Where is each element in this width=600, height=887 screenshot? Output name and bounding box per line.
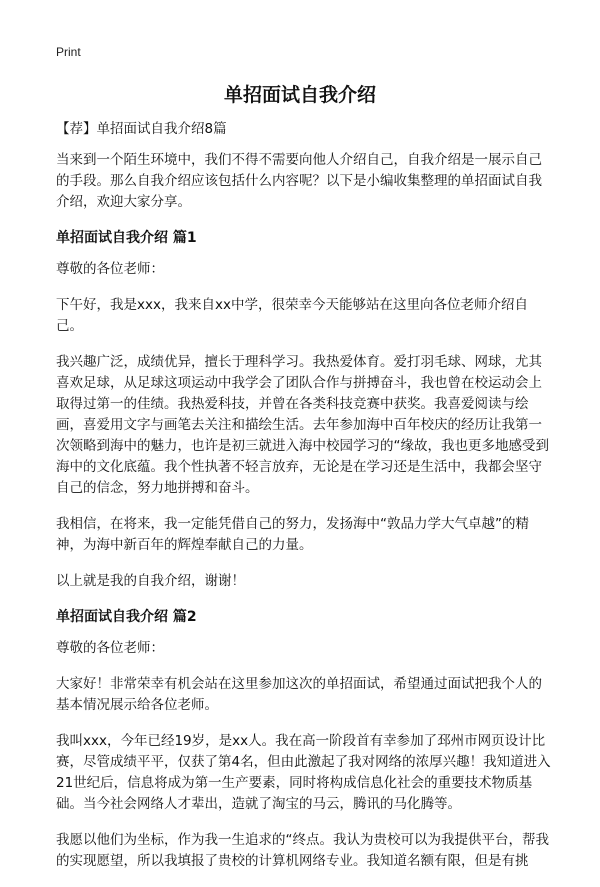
closing-paragraph: 以上就是我的自我介绍，谢谢！ <box>56 573 245 589</box>
section-heading: 单招面试自我介绍 篇1 <box>56 230 197 246</box>
document-title: 单招面试自我介绍 <box>223 84 376 106</box>
salutation: 尊敬的各位老师： <box>56 261 164 277</box>
section-heading: 单招面试自我介绍 篇2 <box>56 609 197 625</box>
document-body <box>56 119 554 887</box>
body-paragraph: 我叫xxx，今年已经19岁，是xx人。我在高一阶段首有幸参加了邳州市网页设计比赛，尽管成绩平平，仅获了第4名，但由此激起了我对网络的浓厚兴趣！我知道进入21世纪后，信息将成为第一生产要素，同时将构成信息化社会的重要技术物质基础。当今社会网络人才辈出，造就了淘宝的马云，腾讯的马化腾等。 <box>56 733 551 812</box>
print-link[interactable]: Print <box>56 45 81 59</box>
recommend-line: 【荐】单招面试自我介绍8篇 <box>56 121 227 137</box>
salutation: 尊敬的各位老师： <box>56 640 164 656</box>
intro-paragraph: 当来到一个陌生环境中，我们不得不需要向他人介绍自己，自我介绍是一展示自己的手段。那么自我介绍应该包括什么内容呢？以下是小编收集整理的单招面试自我介绍，欢迎大家分享。 <box>56 152 542 210</box>
body-paragraph: 我愿以他们为坐标，作为我一生追求的“终点。我认为贵校可以为我提供平台，帮我的实现愿望，所以我填报了贵校的计算机网络专业。我知道名额有限，但是有挑 <box>56 832 549 869</box>
body-paragraph: 我相信，在将来，我一定能凭借自己的努力，发扬海中“敦品力学大气卓越”的精神，为海中新百年的辉煌奉献自己的力量。 <box>56 516 529 553</box>
body-paragraph: 我兴趣广泛，成绩优异，擅长于理科学习。我热爱体育。爱打羽毛球、网球，尤其喜欢足球，从足球这项运动中我学会了团队合作与拼搏奋斗，我也曾在校运动会上取得过第一的佳绩。我热爱科技，并曾在各类科技竞赛中获奖。我喜爱阅读与绘画，喜爱用文字与画笔去关注和描绘生活。去年参加海中百年校庆的经历让我第一次领略到海中的魅力，也许是初三就进入海中校园学习的“缘故，我也更多地感受到海中的文化底蕴。我个性执著不轻言放弃，无论是在学习还是生活中，我都会坚守自己的信念，努力地拼搏和奋斗。 <box>56 354 549 496</box>
body-paragraph: 下午好，我是xxx，我来自xx中学，很荣幸今天能够站在这里向各位老师介绍自己。 <box>56 297 528 334</box>
body-paragraph: 大家好！非常荣幸有机会站在这里参加这次的单招面试，希望通过面试把我个人的基本情况展示给各位老师。 <box>56 676 542 713</box>
